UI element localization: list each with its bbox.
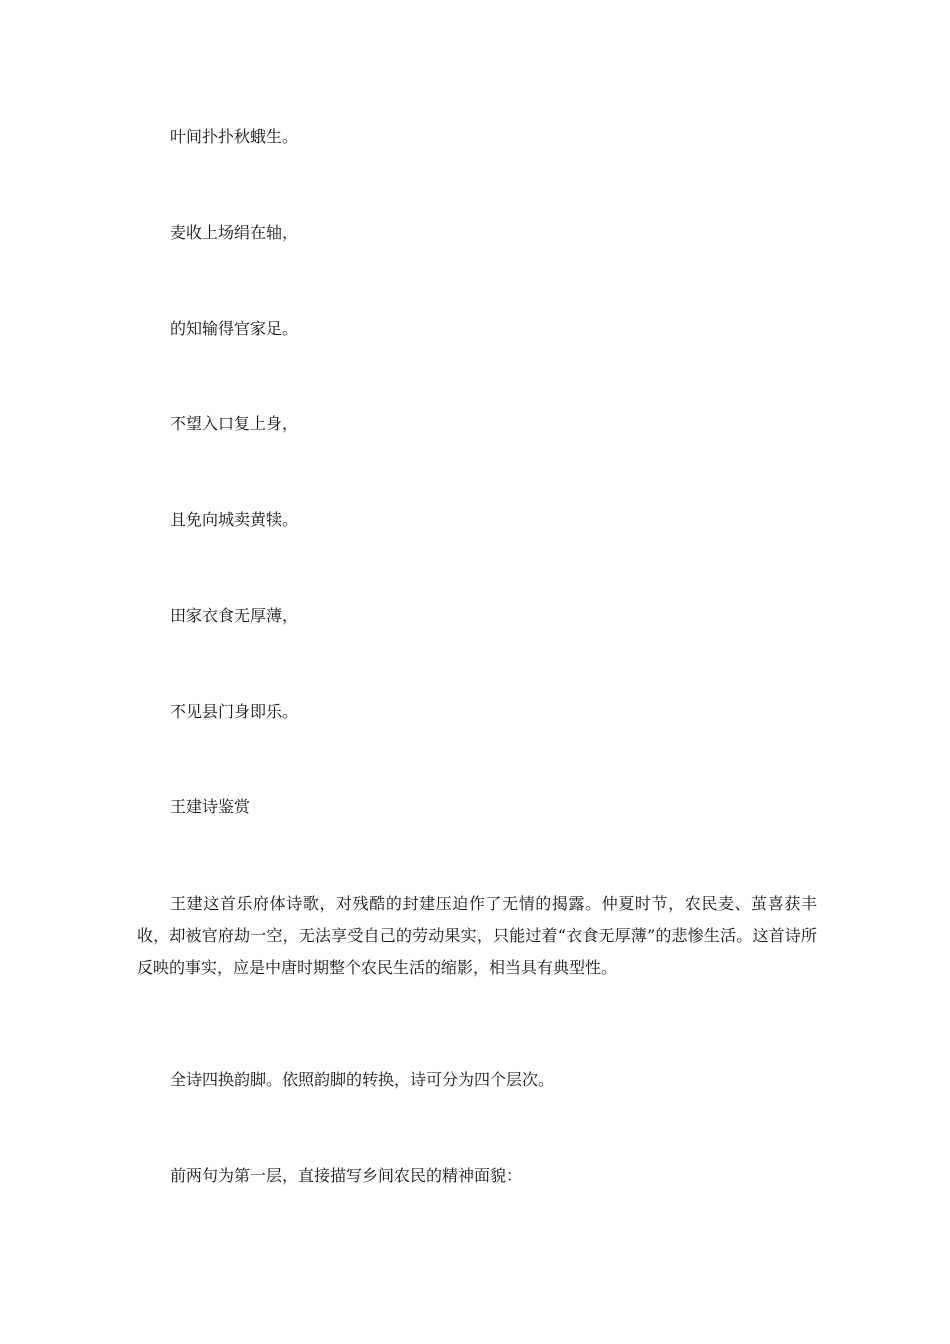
poem-line-2: 麦收上场绢在轴， <box>170 223 299 242</box>
body-paragraph-2: 全诗四换韵脚。依照韵脚的转换，诗可分为四个层次。 <box>170 1070 555 1089</box>
body-paragraph-1: 王建这首乐府体诗歌，对残酷的封建压迫作了无情的揭露。仲夏时节，农民麦、茧喜获丰收，却被官府劫一空，无法享受自己的劳动果实，只能过着“衣食无厚薄”的悲惨生活。这首诗所反映的事实，应是中唐时期整个农民生活的缩影，相当具有典型性。 <box>137 894 817 977</box>
poem-line-7: 不见县门身即乐。 <box>170 702 299 721</box>
poem-line-4: 不望入口复上身， <box>170 414 299 433</box>
section-title: 王建诗鉴赏 <box>170 797 251 816</box>
poem-line-1: 叶间扑扑秋蛾生。 <box>170 127 299 146</box>
poem-line-5: 且免向城卖黄犊。 <box>170 510 299 529</box>
poem-line-3: 的知输得官家足。 <box>170 319 299 338</box>
body-paragraph-3: 前两句为第一层，直接描写乡间农民的精神面貌： <box>170 1166 523 1185</box>
poem-line-6: 田家衣食无厚薄， <box>170 606 299 625</box>
